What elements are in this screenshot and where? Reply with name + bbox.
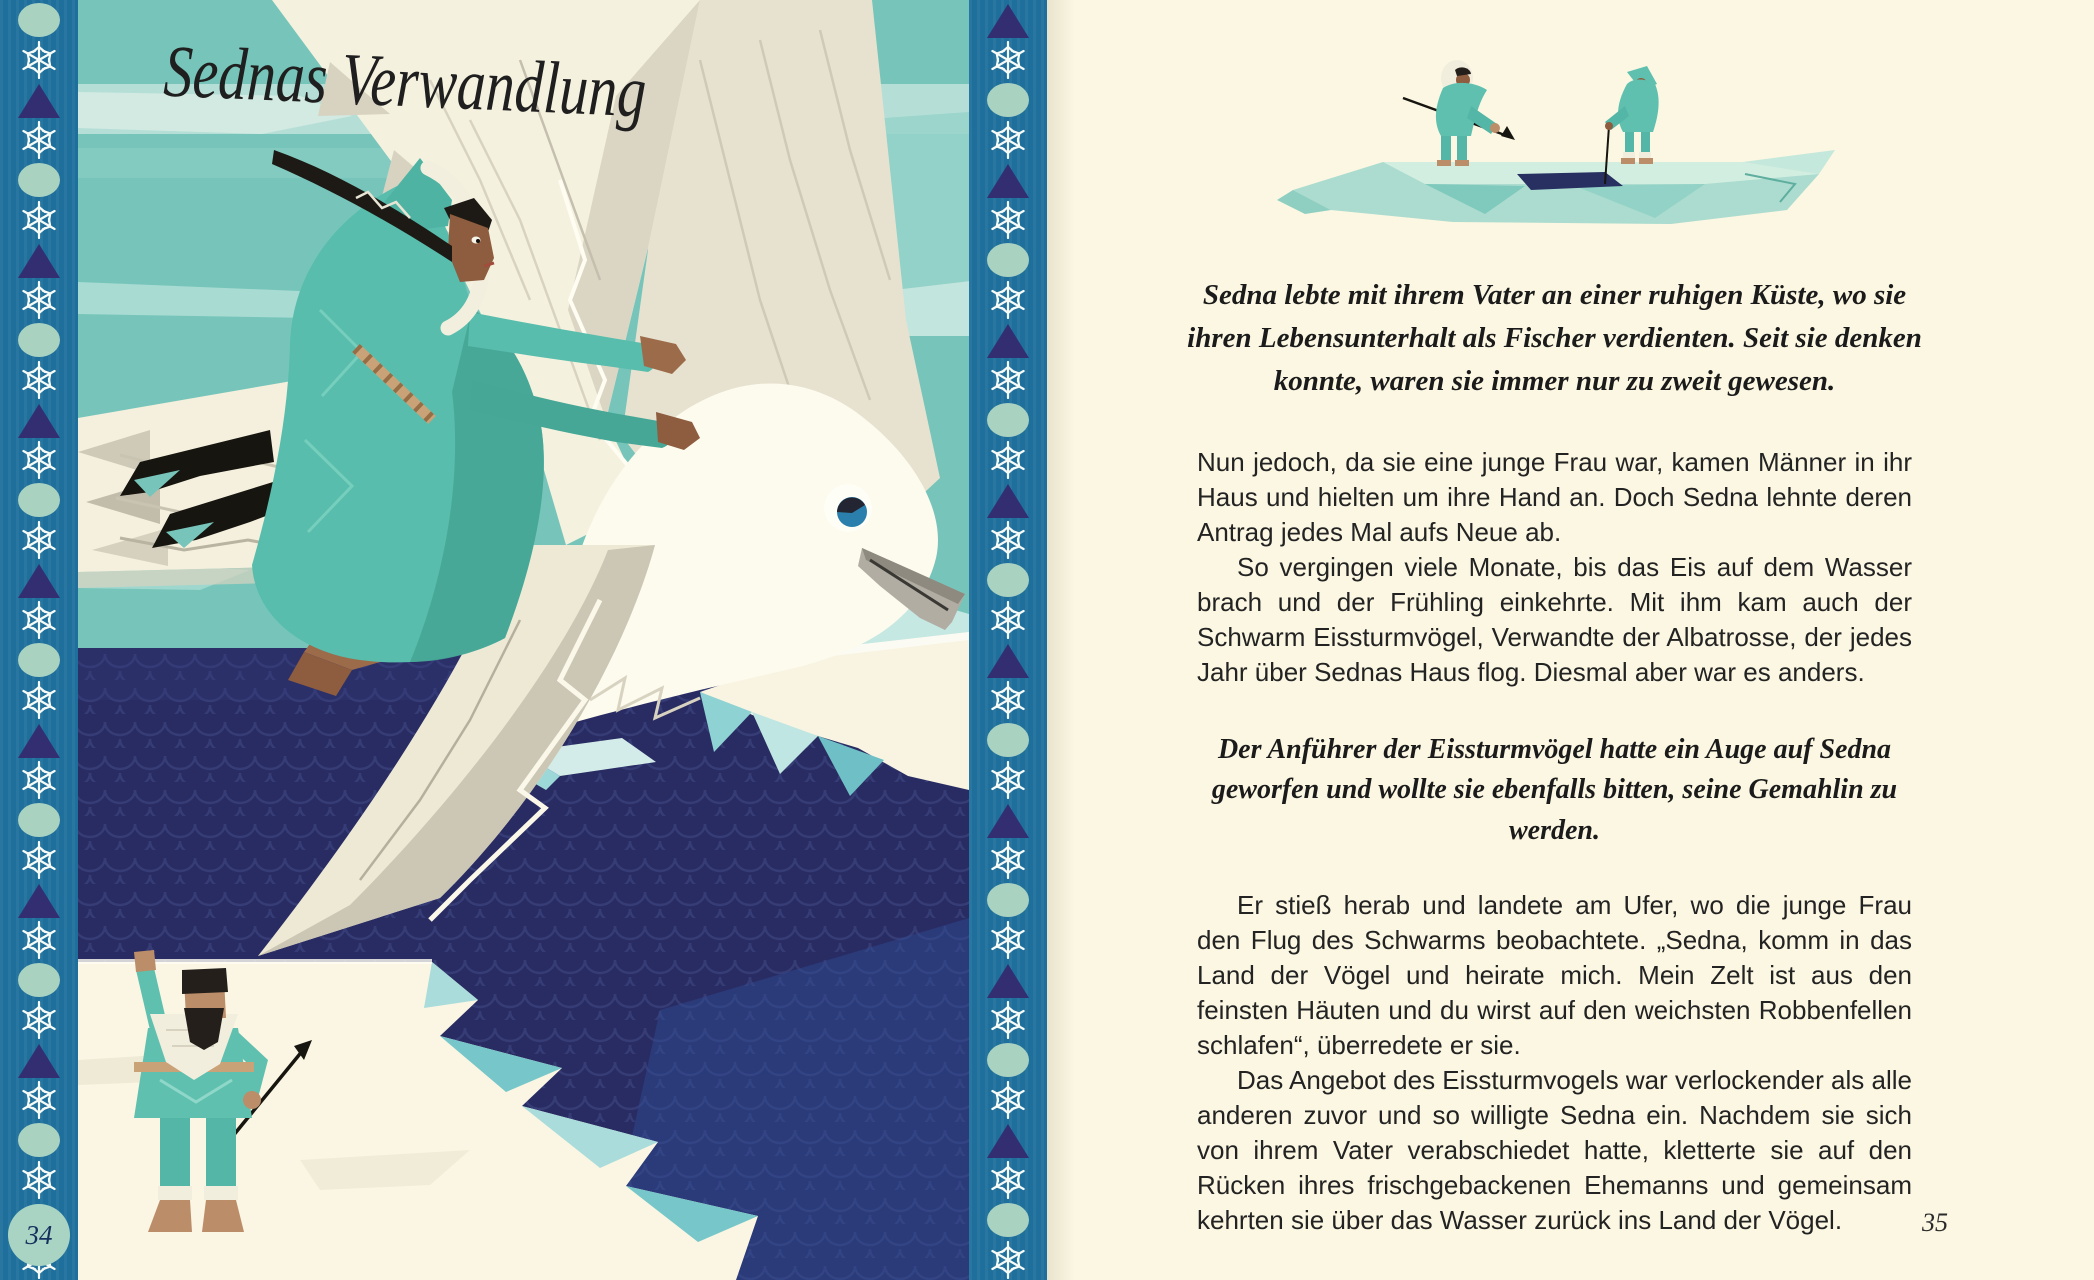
intro-paragraph: Sedna lebte mit ihrem Vater an einer ruhigen Küste, wo sie ihren Lebensunterhalt als Fischer verdienten. Seit sie denken konnte, waren sie immer nur zu zweit gewesen. bbox=[1187, 279, 1922, 397]
snowflake-icon bbox=[969, 680, 1047, 720]
paragraph: So vergingen viele Monate, bis das Eis auf dem Wasser brach und der Frühling einkehrte. Mit ihm kam auch der Schwarm Eissturmvögel, Verwandte der Albatrosse, der jedes Jahr über Sednas Haus flog. Diesmal aber war es anders. bbox=[1197, 551, 1912, 687]
snowflake-icon bbox=[0, 1160, 78, 1200]
circle-icon bbox=[0, 0, 78, 40]
snowflake-icon bbox=[0, 680, 78, 720]
circle-icon bbox=[969, 720, 1047, 760]
triangle-icon bbox=[969, 480, 1047, 520]
circle-icon bbox=[969, 240, 1047, 280]
snowflake-icon bbox=[0, 280, 78, 320]
triangle-icon bbox=[969, 800, 1047, 840]
snowflake-icon bbox=[969, 600, 1047, 640]
triangle-icon bbox=[969, 160, 1047, 200]
triangle-icon bbox=[969, 640, 1047, 680]
snowflake-icon bbox=[969, 440, 1047, 480]
circle-icon bbox=[0, 640, 78, 680]
circle-icon bbox=[969, 1040, 1047, 1080]
circle-icon bbox=[0, 1120, 78, 1160]
snowflake-icon bbox=[969, 40, 1047, 80]
snowflake-icon bbox=[969, 200, 1047, 240]
circle-icon bbox=[0, 160, 78, 200]
snowflake-icon bbox=[969, 1080, 1047, 1120]
paragraph: Nun jedoch, da sie eine junge Frau war, kamen Männer in ihr Haus und hielten um ihre Hand an. Doch Sedna lehnte deren Antrag jedes Mal aufs Neue ab. bbox=[1197, 446, 1912, 547]
page-number-right: 35 bbox=[1922, 1208, 1948, 1237]
ice-floe bbox=[1277, 150, 1835, 224]
triangle-icon bbox=[0, 80, 78, 120]
triangle-icon bbox=[969, 1120, 1047, 1160]
snowflake-icon bbox=[969, 360, 1047, 400]
triangle-icon bbox=[0, 400, 78, 440]
father-fishing bbox=[1403, 60, 1515, 166]
snowflake-icon bbox=[0, 120, 78, 160]
circle-icon bbox=[0, 480, 78, 520]
snowflake-icon bbox=[0, 920, 78, 960]
snowflake-icon bbox=[0, 1000, 78, 1040]
circle-icon bbox=[0, 800, 78, 840]
story-text bbox=[1197, 445, 1912, 1238]
snowflake-icon bbox=[969, 120, 1047, 160]
circle-icon bbox=[969, 400, 1047, 440]
snowflake-icon bbox=[0, 1080, 78, 1120]
page-number-left bbox=[8, 1204, 70, 1266]
triangle-icon bbox=[0, 1040, 78, 1080]
snowflake-icon bbox=[0, 600, 78, 640]
circle-icon bbox=[969, 80, 1047, 120]
circle-icon bbox=[0, 320, 78, 360]
snowflake-icon bbox=[0, 840, 78, 880]
right-page bbox=[1047, 0, 2094, 1280]
circle-icon bbox=[0, 960, 78, 1000]
page-number-left-value: 34 bbox=[25, 1219, 53, 1250]
border-left bbox=[0, 0, 78, 1280]
triangle-icon bbox=[969, 0, 1047, 40]
triangle-icon bbox=[0, 560, 78, 600]
emphasis-paragraph: Der Anführer der Eissturmvögel hatte ein Auge auf Sedna geworfen und wollte sie ebenfalls bitten, seine Gemahlin zu werden. bbox=[1211, 733, 1898, 846]
snowflake-icon bbox=[969, 1240, 1047, 1280]
snowflake-icon bbox=[0, 40, 78, 80]
circle-icon bbox=[969, 560, 1047, 600]
paragraph: Er stieß herab und landete am Ufer, wo die junge Frau den Flug des Schwarms beobachtete. „Sedna, komm in das Land der Vögel und heirate mich. Mein Zelt ist aus den feinsten Häuten und du wirst auf den weichsten Robbenfellen schlafen“, überredete er sie. bbox=[1197, 889, 1912, 1060]
page-title: Sednas Verwandlung bbox=[162, 30, 648, 134]
circle-icon bbox=[969, 880, 1047, 920]
snowflake-icon bbox=[969, 920, 1047, 960]
triangle-icon bbox=[969, 320, 1047, 360]
triangle-icon bbox=[0, 240, 78, 280]
snowflake-icon bbox=[969, 840, 1047, 880]
snowflake-icon bbox=[969, 1160, 1047, 1200]
triangle-icon bbox=[0, 720, 78, 760]
triangle-icon bbox=[0, 880, 78, 920]
border-right bbox=[969, 0, 1047, 1280]
text-column bbox=[1187, 0, 1922, 1238]
paragraph: Das Angebot des Eissturmvogels war verlockender als alle anderen zuvor und so willigte Sedna ein. Nachdem sie sich von ihrem Vater verabschiedet hatte, kletterte sie auf den Rücken ihres frischgebackenen Ehemanns und gemeinsam kehrten sie über das Wasser zurück ins Land der Vögel. bbox=[1197, 1064, 1912, 1235]
snowflake-icon bbox=[0, 520, 78, 560]
snowflake-icon bbox=[0, 440, 78, 480]
circle-icon bbox=[969, 1200, 1047, 1240]
snowflake-icon bbox=[0, 360, 78, 400]
snowflake-icon bbox=[0, 760, 78, 800]
snowflake-icon bbox=[969, 760, 1047, 800]
snowflake-icon bbox=[969, 1000, 1047, 1040]
snowflake-icon bbox=[0, 200, 78, 240]
snowflake-icon bbox=[969, 280, 1047, 320]
triangle-icon bbox=[969, 960, 1047, 1000]
snowflake-icon bbox=[969, 520, 1047, 560]
ice-fishing-illustration bbox=[1275, 14, 1835, 244]
